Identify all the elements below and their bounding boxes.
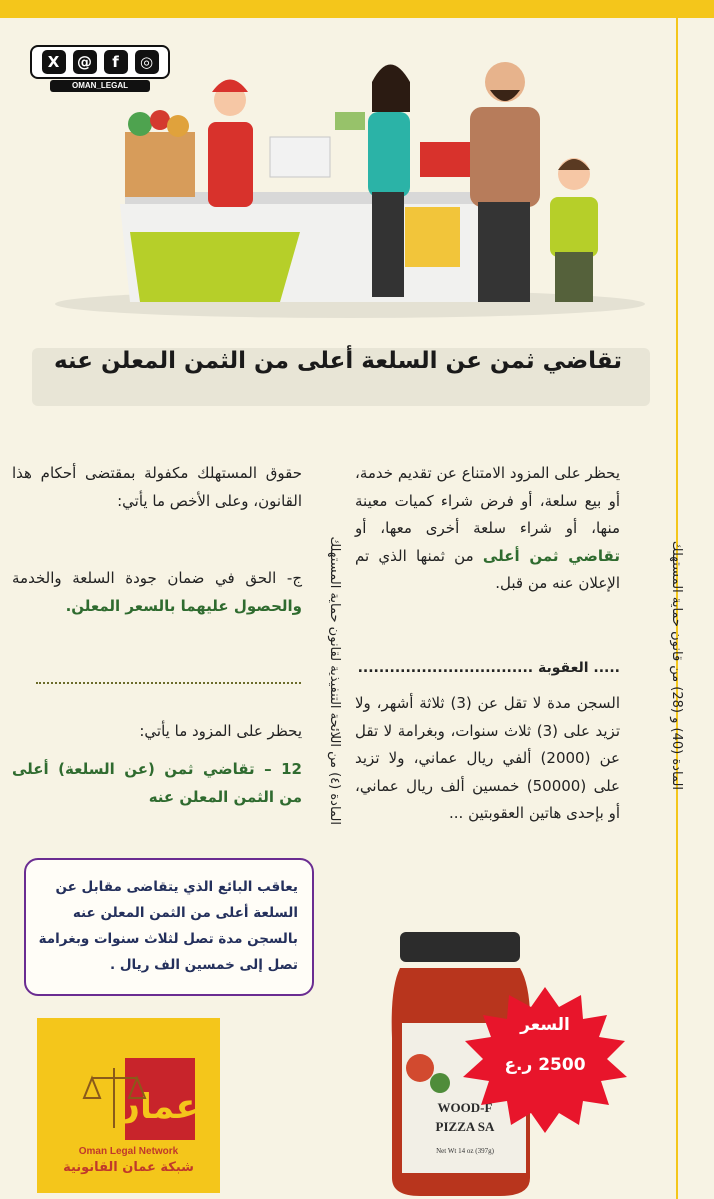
price-label: السعر: [520, 1015, 570, 1035]
penalty-text: السجن مدة لا تقل عن (3) ثلاثة أشهر، ولا تزيد على (3) ثلاث سنوات، وبغرامة لا تقل عن (2000) ألفي ريال عماني، ولا تزيد على (50000) خمسين ألف ريال عماني، أو بإحدى هاتين العقوبتين ...: [355, 694, 621, 822]
left-para-item-12: 12 – تقاضي ثمن (عن السلعة) أعلى من الثمن المعلن عنه: [12, 760, 302, 806]
left-para-quality: [12, 565, 302, 620]
logo-mark-icon: [37, 1018, 220, 1146]
social-handle: OMAN_LEGAL: [50, 80, 150, 92]
logo-mark-text: عمان: [111, 1087, 199, 1127]
page-title: تقاضي ثمن عن السلعة أعلى من الثمن المعلن عنه: [53, 348, 622, 374]
right-article-reference: المادة (40) و (28) من قانون حماية المستهلك: [669, 540, 684, 790]
social-icons-box: [30, 45, 170, 79]
left-para-prohibited: يحظر على المزود ما يأتي:: [139, 722, 302, 740]
price-value: 2500 ر.ع: [504, 1055, 586, 1075]
headline-banner: [32, 348, 650, 406]
jar-label-weight: Net Wt 14 oz (397g): [436, 1147, 494, 1155]
left-para-quality-highlight: والحصول عليهما بالسعر المعلن.: [65, 596, 302, 615]
logo-name-english: Oman Legal Network: [78, 1146, 179, 1157]
left-para-quality-plain: ج- الحق في ضمان جودة السلعة والخدمة: [12, 569, 302, 587]
facebook-icon[interactable]: f: [104, 50, 128, 74]
instagram-icon[interactable]: ◎: [135, 50, 159, 74]
penalty-title: ..... العقوبة .................................: [357, 660, 620, 676]
penalty-notice-text: يعاقب البائع الذي يتقاضى مقابل عن السلعة أعلى من الثمن المعلن عنه بالسجن مدة تصل لثلاث سنوات وبغرامة تصل إلى خمسين الف ريال .: [38, 879, 298, 973]
jar-label-line1: WOOD-F: [437, 1100, 493, 1115]
oman-legal-network-logo: [37, 1018, 220, 1193]
price-badge: [455, 985, 635, 1135]
right-article-text: [355, 460, 620, 598]
jar-label-line2: PIZZA SA: [435, 1119, 495, 1134]
threads-icon[interactable]: @: [73, 50, 97, 74]
right-text-part1: يحظر على المزود الامتناع عن تقديم خدمة، أو بيع سلعة، أو فرض شراء كميات معينة منها، أو شراء سلعة أخرى معها، أو: [355, 464, 620, 537]
left-article-reference: المادة (٤) من اللائحة التنفيذية لقانون حماية المستهلك: [327, 536, 342, 825]
logo-name-arabic: شبكة عمان القانونية: [63, 1160, 194, 1175]
penalty-notice-box: [24, 858, 314, 996]
dotted-divider: [36, 682, 301, 684]
social-media-badge: [30, 45, 172, 93]
top-accent-bar: [0, 0, 714, 18]
x-icon[interactable]: X: [42, 50, 66, 74]
left-para-rights: حقوق المستهلك مكفولة بمقتضى أحكام هذا القانون، وعلى الأخص ما يأتي:: [12, 464, 302, 510]
right-text-part2: من ثمنها الذي تم الإعلان عنه من قبل.: [355, 546, 620, 592]
right-text-highlight: تقاضي ثمن أعلى: [482, 546, 620, 565]
